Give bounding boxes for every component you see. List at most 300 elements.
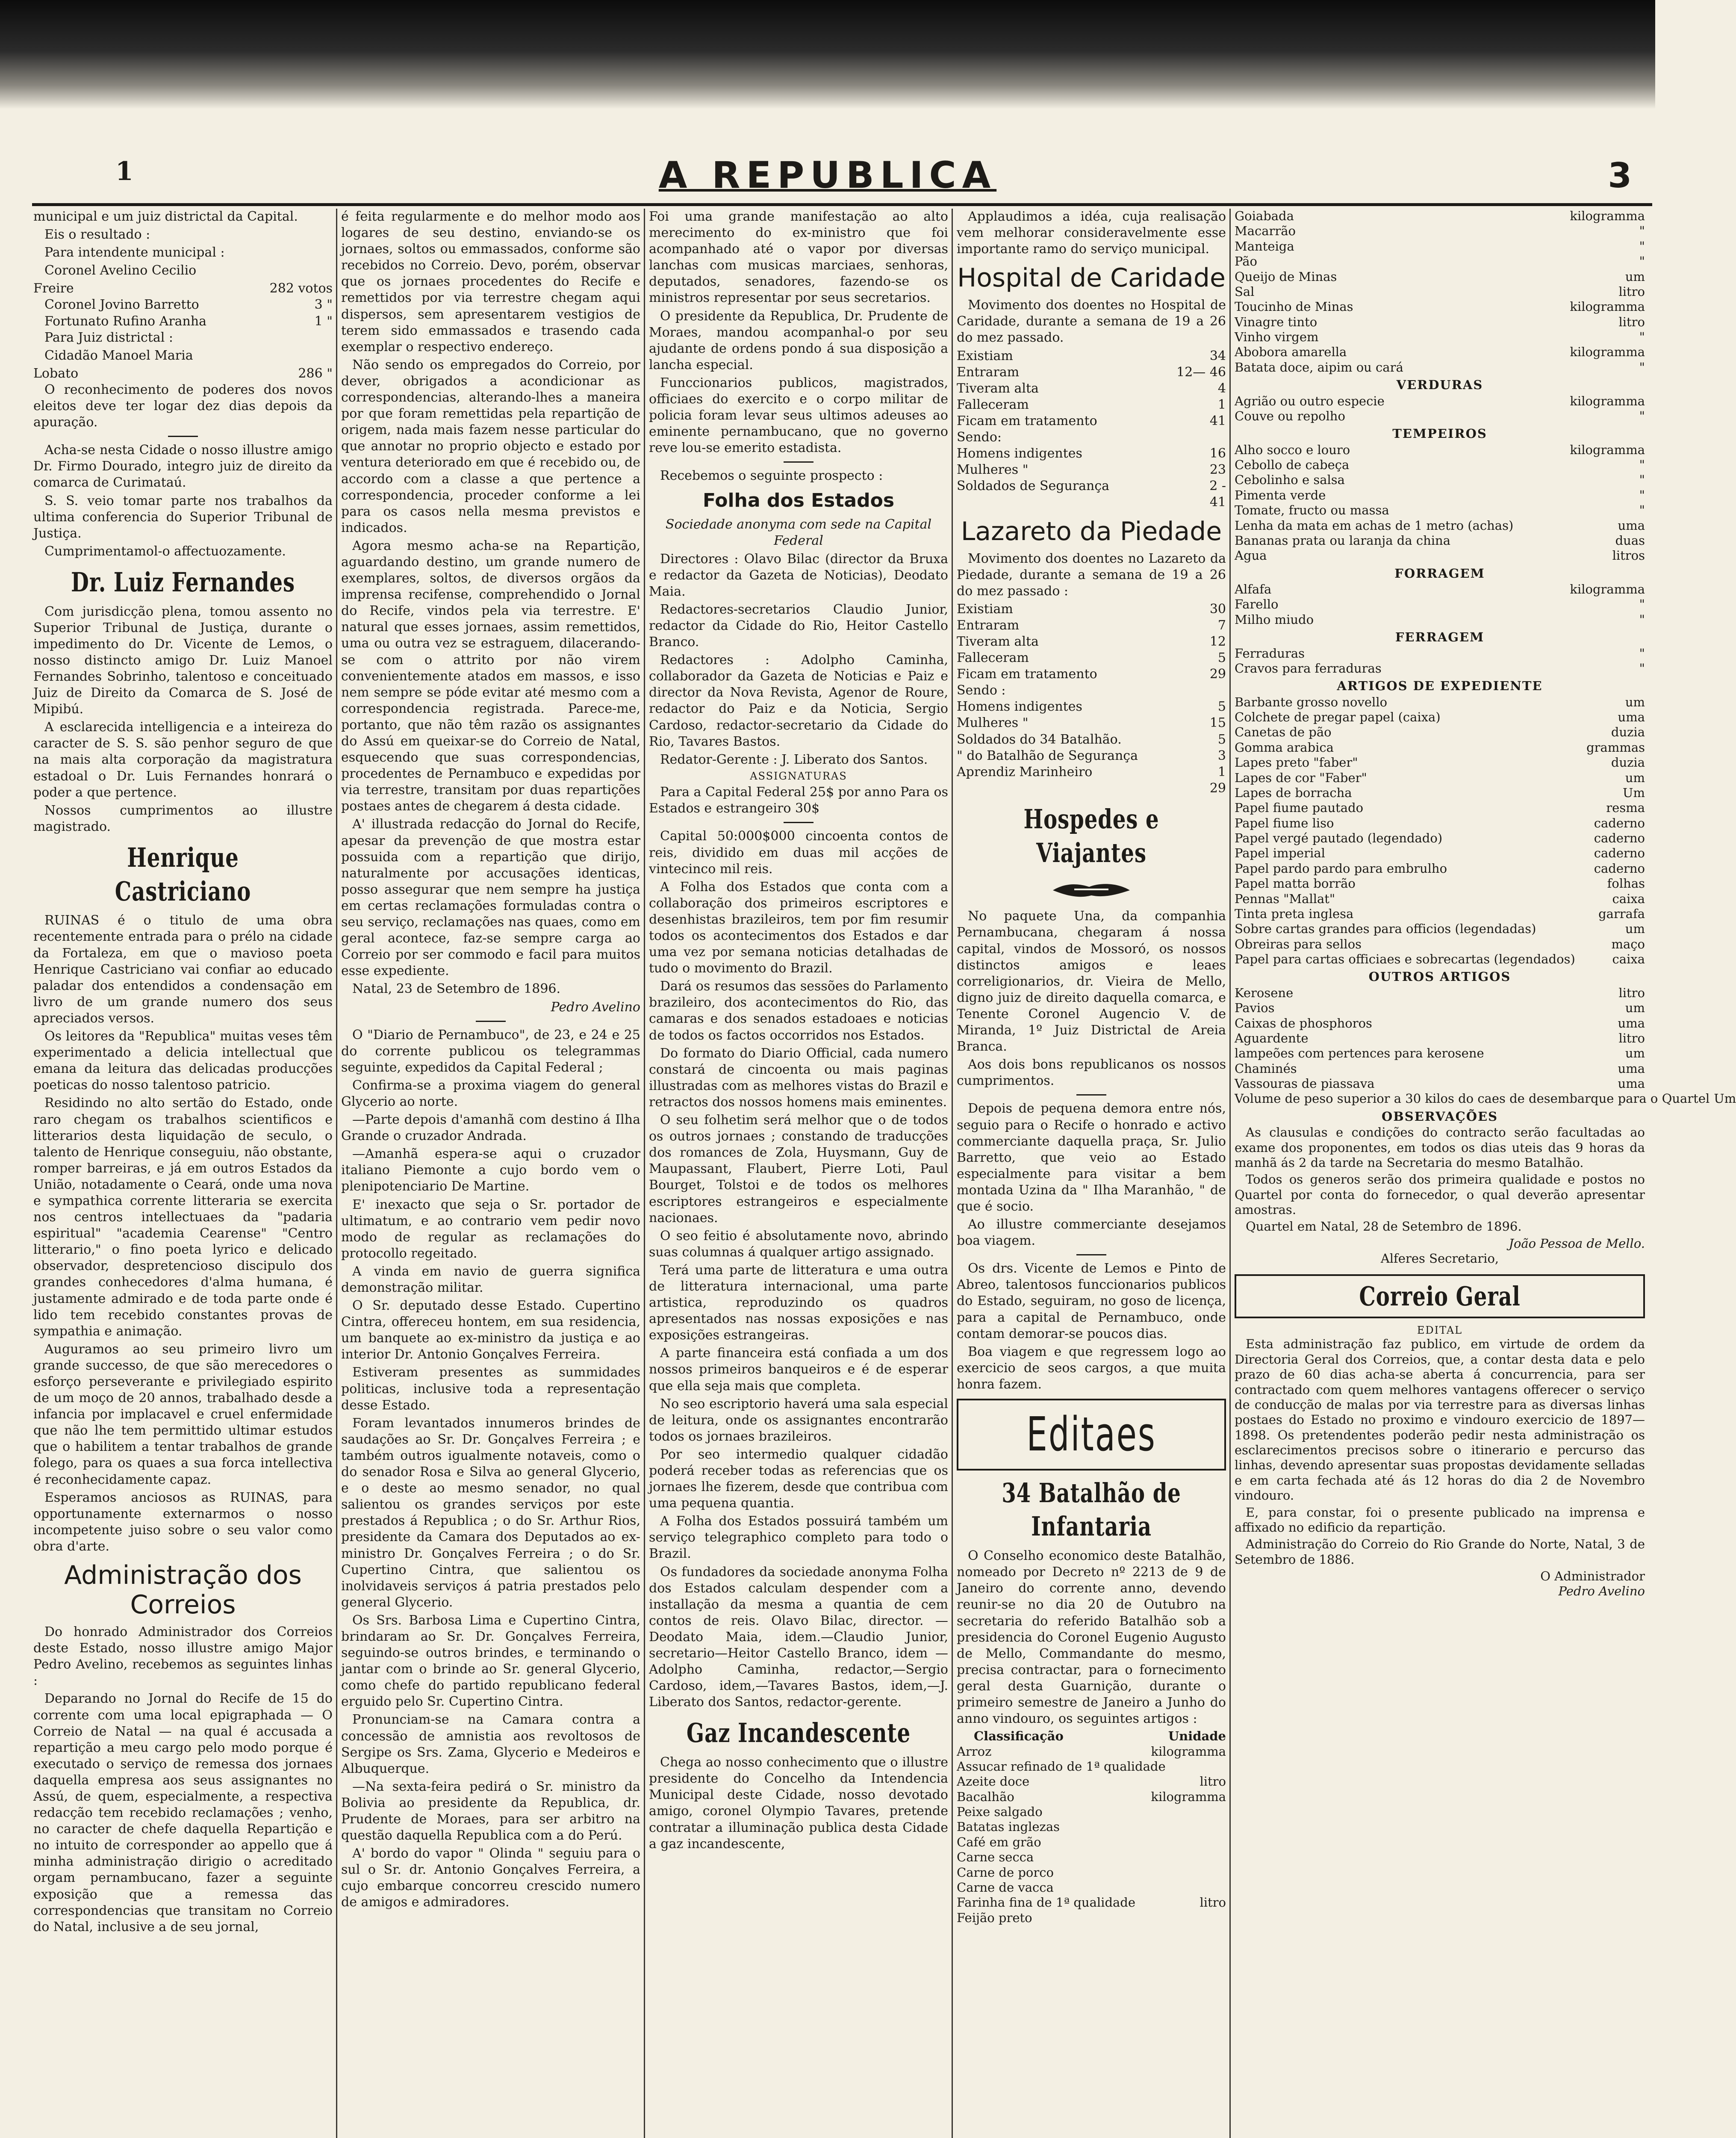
row-value: 1 — [1217, 764, 1226, 780]
column-3 — [649, 209, 948, 2138]
row-label: Colchete de pregar papel (caixa) — [1235, 710, 1441, 724]
row-label: Manteiga — [1235, 239, 1294, 254]
row-label: Pão — [1235, 254, 1257, 269]
paragraph: Pronunciam-se na Camara contra a concessão de amnistia aos revoltosos de Sergipe os Srs. Zama, Glycerio e Medeiros e Albuquerque. — [341, 1712, 640, 1776]
row-value: kilogramma — [1570, 299, 1645, 314]
signature: João Pessoa de Mello. — [1509, 1236, 1645, 1251]
row-label: Falleceram — [957, 397, 1029, 412]
row-value — [1222, 1850, 1226, 1865]
paragraph: Os drs. Vicente de Lemos e Pinto de Abreo, talentosos funccionarios publicos do Estado, seguiram, no goso de licença, para a capital de Pernambuco, onde contam demorar-se poucos dias. — [957, 1261, 1226, 1341]
paragraph: E' inexacto que seja o Sr. portador de ultimatum, e ao contrario vem pedir novo modo de regular as reclamações do protocollo regeitado. — [341, 1197, 640, 1261]
table-row — [957, 1911, 1226, 1925]
table-row — [1235, 831, 1645, 846]
masthead — [0, 154, 1655, 201]
row-label: Mulheres " — [957, 462, 1029, 478]
row-value: " — [1639, 661, 1645, 676]
vote-row: Lobato 286 " — [33, 366, 333, 381]
table-row — [957, 666, 1226, 682]
row-label: Homens indigentes — [957, 699, 1082, 715]
table-row — [957, 462, 1226, 478]
paragraph: Cidadão Manoel Maria — [44, 348, 193, 363]
divider — [784, 822, 813, 823]
table-row — [957, 413, 1226, 429]
row-value: caderno — [1594, 815, 1645, 830]
table-row — [957, 601, 1226, 617]
row-label: Couve ou repolho — [1235, 408, 1345, 423]
table-row — [1235, 921, 1645, 936]
table-row — [957, 397, 1226, 413]
row-value: caderno — [1594, 861, 1645, 876]
table-row — [1235, 907, 1645, 921]
hospital-table — [957, 348, 1226, 511]
row-label: Toucinho de Minas — [1235, 299, 1353, 314]
row-value — [1222, 1865, 1226, 1880]
row-label: Papel matta borrão — [1235, 876, 1356, 891]
row-value: litro — [1200, 1895, 1226, 1910]
paragraph: Recebemos o seguinte prospecto : — [660, 468, 883, 484]
table-row — [1235, 299, 1645, 314]
row-label: Existiam — [957, 348, 1013, 363]
paragraph: —Parte depois d'amanhã com destino á Ilha Grande o cruzador Andrada. — [341, 1112, 640, 1144]
articles-table — [1235, 985, 1736, 1107]
table-row — [1235, 816, 1645, 831]
divider — [784, 461, 813, 463]
table-row — [1235, 409, 1645, 424]
row-value: kilogramma — [1570, 345, 1645, 360]
paragraph: Redactores-secretarios Claudio Junior, redactor da Cidade do Rio, Heitor Castello Branco. — [649, 602, 948, 650]
table-row — [1235, 269, 1645, 284]
row-value — [1222, 1759, 1226, 1774]
table-row — [1235, 394, 1645, 409]
table-row — [1235, 443, 1645, 458]
headline: Folha dos Estados — [702, 489, 895, 511]
table-row — [1235, 488, 1645, 503]
row-value: um — [1625, 269, 1645, 284]
table-row — [957, 1895, 1226, 1910]
table-row — [1235, 695, 1645, 710]
row-value: 30 — [1209, 601, 1226, 617]
paragraph: A' bordo do vapor " Olinda " seguiu para o sul o Sr. dr. Antonio Gonçalves Ferreira, a cujo embarque concorreu crescido numero de amigos e admiradores. — [341, 1846, 640, 1910]
table-row — [957, 1790, 1226, 1804]
row-value: maço — [1611, 936, 1645, 951]
row-value: 5 — [1217, 732, 1226, 747]
row-label: Macarrão — [1235, 224, 1296, 239]
table-row — [1235, 582, 1645, 597]
table-row — [957, 478, 1226, 494]
row-label: Cebolinho e salsa — [1235, 472, 1345, 487]
paragraph: Não sendo os empregados do Correio, por dever, obrigados a acondicionar as correspondencias, alterando-lhes a maneira por que foram remettidas pela repartição de origem, nada mais fazem nesse particular do que annotar no proprio objecto e estado por ventura deteriorado em que é recebido ou, de accordo com a classe a que pertence a correspondencia, proceder conforme a lei para os casos nella mesma previstos e indicados. — [341, 357, 640, 535]
row-value: litro — [1618, 314, 1645, 329]
table-row — [1235, 1016, 1645, 1031]
table-row — [957, 364, 1226, 381]
paragraph: Redactores : Adolpho Caminha, collaborador da Gazeta de Noticias e Paiz e director da Nova Revista, Agenor de Roure, redactor do Paiz e da Noticia, Sergio Cardoso, redactor-secretario da Cidade do Rio, Tavares Bastos. — [649, 653, 948, 749]
headline: Administração dos Correios — [64, 1560, 302, 1620]
table-row — [1235, 472, 1645, 487]
paragraph: A vinda em navio de guerra significa demonstração militar. — [341, 1264, 640, 1295]
row-value — [1222, 1835, 1226, 1850]
headline: Lazareto da Piedade — [961, 516, 1222, 546]
row-label: Sendo: — [957, 430, 1002, 445]
row-label: Soldados de Segurança — [957, 478, 1110, 494]
paragraph: é feita regularmente e do melhor modo aos logares de seu destino, enviando-se os jornaes, soltos ou emmassados, conforme são recebidos no Correio. Devo, porém, observar que os jornaes procedentes do Recife e remettidos por via terrestre chegam aqui dispersos, sem apresentarem vestigios de terem sido emmassados e trasendo cada exemplar o respectivo endereço. — [341, 209, 640, 354]
paragraph: Applaudimos a idéa, cuja realisação vem melhorar consideravelmente esse importante ramo do serviço municipal. — [957, 209, 1226, 257]
row-label: Cravos para ferraduras — [1235, 661, 1382, 676]
paragraph: A parte financeira está confiada a um dos nossos primeiros banqueiros e é de esperar que ella seja mais que completa. — [649, 1346, 948, 1394]
signature: Pedro Avelino — [1558, 1584, 1645, 1599]
table-row — [957, 429, 1226, 446]
paragraph: O seu folhetim será melhor que o de todos os outros jornaes ; constando de traducções dos romances de Zola, Huysmann, Guy de Maupassant, Flaubert, Pierre Loti, Paul Bourget, Tolstoi e de todos os melhores escriptores estrangeiros e especialmente nacionaes. — [649, 1113, 948, 1226]
row-label: Vinho virgem — [1235, 330, 1319, 344]
row-label: Arroz — [957, 1744, 992, 1759]
row-value: um — [1625, 770, 1645, 785]
vote-row: Coronel Jovino Barretto 3 " — [44, 297, 333, 313]
row-label: Azeite doce — [957, 1774, 1030, 1789]
row-label: Assucar refinado de 1ª qualidade — [957, 1759, 1166, 1774]
row-label: Papel vergé pautado (legendado) — [1235, 831, 1443, 845]
row-label: Tiveram alta — [957, 381, 1039, 396]
row-value — [1222, 1804, 1226, 1819]
row-value: kilogramma — [1570, 209, 1645, 223]
row-label: Agrião ou outro especie — [1235, 393, 1385, 408]
table-row — [957, 1819, 1226, 1834]
row-label: Bananas prata ou laranja da china — [1235, 533, 1450, 548]
row-label: Peixe salgado — [957, 1804, 1043, 1819]
row-label: Farello — [1235, 597, 1279, 612]
paragraph: Foi uma grande manifestação ao alto merecimento do ex-ministro que foi acompanhado até o vapor por diversas lanchas com musicas marciaes, senhoras, deputados, senadores, fazendo-se os ministros representar por seus secretarios. — [649, 209, 948, 306]
table-row — [957, 764, 1226, 780]
table-row — [1235, 612, 1645, 627]
table-row — [1235, 597, 1645, 612]
table-row — [957, 1865, 1226, 1880]
row-value: 7 — [1217, 617, 1226, 633]
row-label: Volume de peso superior a 30 kilos do caes de desembarque para o Quartel — [1235, 1091, 1710, 1106]
paragraph: Chega ao nosso conhecimento que o illustre presidente do Concelho da Intendencia Municipal deste Cidade, nosso devotado amigo, coronel Olympio Tavares, pretende contratar a illuminação publica desta Cidade a gaz incandescente, — [649, 1755, 948, 1852]
row-label: Goiabada — [1235, 209, 1294, 223]
row-value: 12— 46 — [1176, 364, 1226, 380]
table-row — [957, 682, 1226, 699]
row-value: " — [1639, 646, 1645, 661]
divider — [1076, 1094, 1106, 1096]
paragraph: O reconhecimento de poderes dos novos eleitos deve ter logar dez dias depois da apuração. — [33, 382, 333, 430]
table-row — [1235, 518, 1645, 533]
row-label: Vassouras de piassava — [1235, 1076, 1375, 1091]
paragraph: Movimento dos doentes no Lazareto da Piedade, durante a semana de 19 a 26 do mez passado : — [957, 551, 1226, 599]
articles-table — [1235, 209, 1645, 375]
divider — [476, 1021, 506, 1022]
table-row — [1235, 740, 1645, 755]
table-row — [957, 1804, 1226, 1819]
signature: Pedro Avelino — [551, 999, 640, 1015]
row-label: Lenha da mata em achas de 1 metro (achas) — [1235, 518, 1514, 533]
row-label: Soldados do 34 Batalhão. — [957, 732, 1122, 747]
divider — [1076, 1254, 1106, 1255]
table-row — [1235, 800, 1645, 815]
paragraph: Terá uma parte de litteratura e uma outra de litteratura internacional, uma parte artistica, reproduzindo os quadros apresentados nas nossas exposições e nas exposições estrangeiras. — [649, 1262, 948, 1343]
table-row — [1235, 1061, 1645, 1076]
column-divider — [644, 209, 645, 2138]
paragraph: Para Juiz districtal : — [44, 330, 173, 345]
column-1 — [33, 209, 333, 2138]
table-row — [1235, 548, 1645, 563]
paragraph: Confirma-se a proxima viagem do general Glycerio ao norte. — [341, 1078, 640, 1109]
table-row — [1235, 755, 1645, 770]
headline: Gaz Incandescente — [686, 1717, 911, 1749]
table-row — [957, 715, 1226, 731]
row-label: Sendo : — [957, 683, 1006, 698]
table-row — [957, 617, 1226, 634]
row-value: uma — [1618, 710, 1645, 724]
table-row — [1235, 1091, 1736, 1106]
row-label: Batatas inglezas — [957, 1819, 1060, 1834]
table-row — [1235, 786, 1645, 800]
row-label: Carne de porco — [957, 1865, 1054, 1880]
paragraph: Nossos cumprimentos ao illustre magistrado. — [33, 803, 333, 834]
paragraph: —Na sexta-feira pedirá o Sr. ministro da Bolivia ao presidente da Republica, dr. Prudente de Moraes, para ser arbitro na questão daquella Republica com a do Perú. — [341, 1779, 640, 1843]
row-label: Ficam em tratamento — [957, 413, 1097, 428]
editaes-box — [957, 1399, 1226, 1471]
table-row — [1235, 209, 1645, 224]
row-label: Carne secca — [957, 1850, 1034, 1865]
row-value — [1222, 1880, 1226, 1895]
row-value: 41 — [1209, 413, 1226, 428]
table-row — [957, 381, 1226, 397]
masthead-left-mark: 1 — [115, 157, 133, 186]
handshake-icon — [1049, 874, 1134, 904]
row-value: kilogramma — [1151, 1789, 1226, 1804]
row-label: Lapes preto "faber" — [1235, 755, 1358, 770]
table-row — [957, 634, 1226, 650]
row-value: 3 — [1217, 748, 1226, 763]
row-label: Tiveram alta — [957, 634, 1039, 649]
paragraph: Quartel em Natal, 28 de Setembro de 1896. — [1246, 1219, 1522, 1234]
row-label: Vinagre tinto — [1235, 314, 1317, 329]
paragraph: Foram levantados innumeros brindes de saudações ao Sr. Dr. Gonçalves Ferreira ; e também outros igualmente notaveis, como o do senador Rosa e Silva ao general Glycerio, e o deste ao mesmo senador, no qual salientou os grandes serviços por este prestados á Republica ; o do Sr. Arthur Rios, presidente da Camara dos Deputados ao ex-ministro Dr. Gonçalves Ferreira ; o do Sr. Cupertino Cintra, que salientou os inolvidaveis serviços á patria prestados pelo general Glycerio. — [341, 1415, 640, 1610]
paragraph: Ao illustre commerciante desejamos boa viagem. — [957, 1217, 1226, 1249]
row-value: uma — [1618, 1016, 1645, 1031]
category-heading: OUTROS ARTIGOS — [1368, 969, 1511, 984]
paragraph: O Sr. deputado desse Estado. Cupertino Cintra, offereceu hontem, em sua residencia, um banquete ao ex-ministro da justiça e ao interior Dr. Antonio Gonçalves Ferreira. — [341, 1298, 640, 1362]
articles-table — [1235, 695, 1645, 967]
table-row — [957, 446, 1226, 462]
row-label: Carne de vacca — [957, 1880, 1054, 1895]
table-row — [957, 780, 1226, 797]
row-value: grammas — [1586, 740, 1645, 755]
masthead-rule — [32, 203, 1652, 206]
row-label: Existiam — [957, 601, 1013, 617]
paragraph: O Conselho economico deste Batalhão, nomeado por Decreto nº 2213 de 9 de Janeiro do corrente anno, devendo reunir-se no dia 20 de Outubro na secretaria do referido Batalhão sob a presidencia do Coronel Eugenio Augusto de Mello, Commandante do mesmo, precisa contractar, para o fornecimento geral desta Guarnição, durante o primeiro semestre de Janeiro a Junho do anno vindouro, os seguintes artigos : — [957, 1548, 1226, 1727]
row-value: 23 — [1209, 462, 1226, 478]
row-label: Entraram — [957, 617, 1020, 633]
paragraph: Administração do Correio do Rio Grande do Norte, Natal, 3 de Setembro de 1886. — [1235, 1537, 1645, 1567]
row-label: Feijão preto — [957, 1910, 1032, 1925]
row-label: Abobora amarella — [1235, 345, 1347, 360]
table-row — [1235, 1046, 1645, 1061]
row-label — [957, 780, 1205, 797]
category-heading: ARTIGOS DE EXPEDIENTE — [1337, 679, 1543, 694]
paragraph: Directores : Olavo Bilac (director da Bruxa e redactor da Gazeta de Noticias), Deodato Maia. — [649, 551, 948, 599]
table-row — [1235, 846, 1645, 861]
paragraph: Os leitores da "Republica" muitas veses têm experimentado a delicia intellectual que emana da leitura das delicadas producções poeticas do nosso talentoso patricio. — [33, 1029, 333, 1093]
paragraph: Dará os resumos das sessões do Parlamento brazileiro, dos acontecimentos do Rio, das camaras e dos senados estadoaes e noticias de todos os factos occorridos nos Estados. — [649, 979, 948, 1043]
row-label: Falleceram — [957, 650, 1029, 666]
row-label: Papel fiume liso — [1235, 815, 1334, 830]
row-label: Sal — [1235, 284, 1255, 299]
paragraph: Cumprimentamol-o affectuozamente. — [44, 543, 286, 559]
table-row — [1235, 986, 1645, 1001]
table-row — [957, 1774, 1226, 1789]
paragraph: Estiveram presentes as summidades politicas, inclusive toda a representação desse Estado. — [341, 1365, 640, 1413]
paragraph: O "Diario de Pernambuco", de 23, e 24 e 25 do corrente publicou os telegrammas seguinte, expedidos da Capital Federal ; — [341, 1027, 640, 1075]
row-label: Batata doce, aipim ou cará — [1235, 360, 1403, 375]
paragraph: O presidente da Republica, Dr. Prudente de Moraes, mandou acompanhal-o por seu ajudante de ordens pondo á sua disposição a lancha especial. — [649, 308, 948, 372]
paragraph: Movimento dos doentes no Hospital de Caridade, durante a semana de 19 a 26 do mez passado. — [957, 298, 1226, 346]
row-value: " — [1639, 472, 1645, 487]
row-value: 5 — [1217, 699, 1226, 715]
vote-row: Fortunato Rufino Aranha 1 " — [44, 313, 333, 329]
headline: 34 Batalhão de Infantaria — [1002, 1477, 1181, 1542]
row-label: Gomma arabica — [1235, 740, 1334, 755]
table-row — [1235, 224, 1645, 239]
category-heading: TEMPEIROS — [1392, 426, 1487, 441]
table-row — [1235, 284, 1645, 299]
paragraph: Com jurisdicção plena, tomou assento no Superior Tribunal de Justiça, durante o impedimento do Dr. Vicente de Lemos, o nosso distincto amigo Dr. Luiz Manoel Fernandes Sobrinho, talentoso e conceituado Juiz de Direito da Comarca de S. José de Mipibú. — [33, 604, 333, 717]
section-heading: Editaes — [1026, 1407, 1156, 1462]
articles-table — [1235, 646, 1645, 676]
row-value: 29 — [1209, 667, 1226, 682]
paragraph: Por seo intermedio qualquer cidadão poderá receber todas as referencias que os jornaes lhe fizerem, desde que contribua com uma pequena quantia. — [649, 1447, 948, 1511]
row-value: " — [1639, 330, 1645, 344]
row-label: Ficam em tratamento — [957, 667, 1097, 682]
headline: Hospedes e Viajantes — [1023, 803, 1159, 868]
row-label: Milho miudo — [1235, 612, 1314, 627]
table-row — [1235, 360, 1645, 375]
paragraph: O seo feitio é absolutamente novo, abrindo suas columnas á qualquer artigo assignado. — [649, 1228, 948, 1260]
table-row — [1235, 254, 1645, 269]
articles-table — [1235, 394, 1645, 424]
table-row — [1235, 646, 1645, 661]
paragraph: Eis o resultado : — [44, 227, 150, 242]
row-value: " — [1639, 239, 1645, 254]
paragraph: municipal e um juiz districtal da Capital. — [33, 209, 298, 224]
row-value: um — [1625, 694, 1645, 709]
row-value: uma — [1618, 518, 1645, 533]
category-heading: OBSERVAÇÕES — [1381, 1109, 1498, 1124]
row-value — [1222, 682, 1226, 699]
row-value: litros — [1612, 548, 1645, 563]
row-label: Tinta preta inglesa — [1235, 906, 1354, 921]
correio-box — [1235, 1274, 1645, 1319]
table-row — [957, 1759, 1226, 1774]
table-row — [1235, 725, 1645, 740]
row-label: Lapes de cor "Faber" — [1235, 770, 1367, 785]
table-row — [1235, 1076, 1645, 1091]
paragraph: Aos dois bons republicanos os nossos cumprimentos. — [957, 1057, 1226, 1089]
row-value: 1 — [1217, 397, 1226, 412]
paragraph: Deparando no Jornal do Recife de 15 do corrente com uma local epigraphada — O Correio de Natal — na qual é accusada a repartição a meu cargo pelo modo porque é executado o serviço de remessa dos jornaes daquella empresa aos seus assignantes no Assú, de quem, especialmente, a respectiva redacção tem recebido reclamações ; venho, no caracter de chefe daquella Repartição e no intuito de corresponder ao appello que á minha administração dirigio o acreditado orgam pernambucano, fazer a seguinte exposição que a remessa das correspondencias que transitam no Correio do Natal, inclusive a de seu jornal, — [33, 1691, 333, 1934]
headline: Henrique Castriciano — [115, 842, 251, 907]
category-heading: FERRAGEM — [1395, 630, 1485, 645]
row-value: um — [1625, 1001, 1645, 1016]
row-value: " — [1639, 360, 1645, 375]
paragraph: RUINAS é o titulo de uma obra recentemente entrada para o prélo na cidade da Fortaleza, em que o mavioso poeta Henrique Castriciano vai confiar ao educado paladar dos entendidos a condensação em livro de um grande numero dos seus apreciados versos. — [33, 913, 333, 1026]
row-label: Caixas de phosphoros — [1235, 1016, 1372, 1031]
row-value: litro — [1618, 985, 1645, 1000]
row-value: uma — [1618, 1076, 1645, 1091]
page-number: 3 — [1608, 156, 1632, 195]
row-label: Cebollo de cabeça — [1235, 458, 1350, 472]
row-value: uma — [1618, 1061, 1645, 1076]
table-row — [1235, 503, 1645, 518]
paragraph: No paquete Una, da companhia Pernambucana, chegaram á nossa capital, vindos de Mossoró, os nossos distinctos amigos e leaes correligionarios, dr. Vieira de Mello, digno juiz de direito daquella comarca, e Tenente Coronel Augencio V. de Miranda, 1º Juiz Districtal de Areia Branca. — [957, 909, 1226, 1054]
row-label: Pennas "Mallat" — [1235, 891, 1335, 906]
row-value — [1222, 429, 1226, 446]
table-row — [1235, 892, 1645, 907]
row-value: " — [1639, 612, 1645, 627]
row-label: Papel pardo pardo para embrulho — [1235, 861, 1447, 876]
row-value: caixa — [1612, 952, 1645, 966]
category-heading: FORRAGEM — [1394, 566, 1485, 581]
paragraph: Coronel Avelino Cecilio — [44, 263, 197, 278]
paragraph: Para a Capital Federal 25$ por anno Para os Estados e estrangeiro 30$ — [649, 785, 948, 816]
row-label: Aguardente — [1235, 1031, 1309, 1045]
articles-table — [1235, 443, 1645, 564]
paragraph: Auguramos ao seu primeiro livro um grande successo, de que são merecedores o esforço perseverante e privilegiado espirito de um moço de 20 annos, trabalhado desde a infancia por implacavel e cruel enfermidade que não lhe tem permittido ultimar estudos que o habilitem a tentar trabalhos de grande folego, para os quaes a sua forca intellectiva é reconhecidamente capaz. — [33, 1341, 333, 1487]
row-label: Canetas de pão — [1235, 725, 1332, 740]
row-label: Papel imperial — [1235, 846, 1325, 861]
row-value: " — [1639, 597, 1645, 612]
table-row — [1235, 533, 1645, 548]
table-row — [1235, 239, 1645, 254]
scan-top-border — [0, 0, 1655, 109]
table-row — [957, 1744, 1226, 1759]
row-value — [1222, 1819, 1226, 1834]
table-row — [957, 1850, 1226, 1865]
row-label: Sobre cartas grandes para officios (legendadas) — [1235, 921, 1536, 936]
row-value: 4 — [1217, 381, 1226, 396]
row-value: resma — [1606, 800, 1645, 815]
table-row — [1235, 710, 1645, 725]
table-row — [1235, 345, 1645, 360]
row-value: Um — [1623, 785, 1645, 800]
row-value: " — [1639, 458, 1645, 472]
row-label — [957, 494, 1205, 511]
row-label: Homens indigentes — [957, 446, 1082, 461]
row-label: Ferraduras — [1235, 646, 1305, 661]
paragraph: Acha-se nesta Cidade o nosso illustre amigo Dr. Firmo Dourado, integro juiz de direito da comarca de Curimataú. — [33, 443, 333, 490]
row-value: kilogramma — [1570, 582, 1645, 597]
table-row — [957, 748, 1226, 764]
row-value: litro — [1618, 1031, 1645, 1045]
row-label: Queijo de Minas — [1235, 269, 1337, 284]
paragraph: Esta administração faz publico, em virtude de ordem da Directoria Geral dos Correios, que, a contar desta data e pelo prazo de 60 dias acha-se aberta á concurrencia, para ser contractado com quem melhores vantagens offerecer o serviço de conducção de malas por via terrestre para as diversas linhas postaes do Estado no proximo e vindouro exercicio de 1897—1898. Os pretendentes poderão pedir nesta administração os esclarecimentos precisos sobre o itinerario e percurso das linhas, devendo apresentar suas propostas devidamente selladas e em carta fechada até ás 12 horas do dia 2 de Novembro vindouro. — [1235, 1337, 1645, 1503]
paragraph: Capital 50:000$000 cincoenta contos de reis, dividido em duas mil acções de vintecinco mil reis. — [649, 829, 948, 877]
paragraph: Para intendente municipal : — [44, 245, 225, 260]
paragraph: Funccionarios publicos, magistrados, officiaes do exercito e o corpo militar de policia foram levar seus ultimos adeuses ao eminente pernambucano, que no governo reve lou-se emerito estadista. — [649, 375, 948, 456]
row-value: garrafa — [1598, 906, 1645, 921]
headline: Correio Geral — [1359, 1280, 1521, 1312]
table-row — [957, 699, 1226, 715]
column-2 — [341, 209, 640, 2138]
row-value: duas — [1615, 533, 1645, 548]
row-value: 29 — [1209, 780, 1226, 796]
paragraph: A Folha dos Estados que conta com a collaboração dos primeiros escriptores e desenhistas brazileiros, tem por fim resumir todos os acontecimentos dos Estados e dar uma vez por semana noticias detalhadas de tudo o movimento do Brazil. — [649, 879, 948, 976]
category-heading: VERDURAS — [1396, 378, 1483, 393]
articles-table — [957, 1744, 1226, 1926]
row-value: 12 — [1209, 634, 1226, 649]
row-value: 41 — [1209, 495, 1226, 510]
headline: Dr. Luiz Fernandes — [71, 566, 295, 598]
table-row — [1235, 330, 1645, 345]
